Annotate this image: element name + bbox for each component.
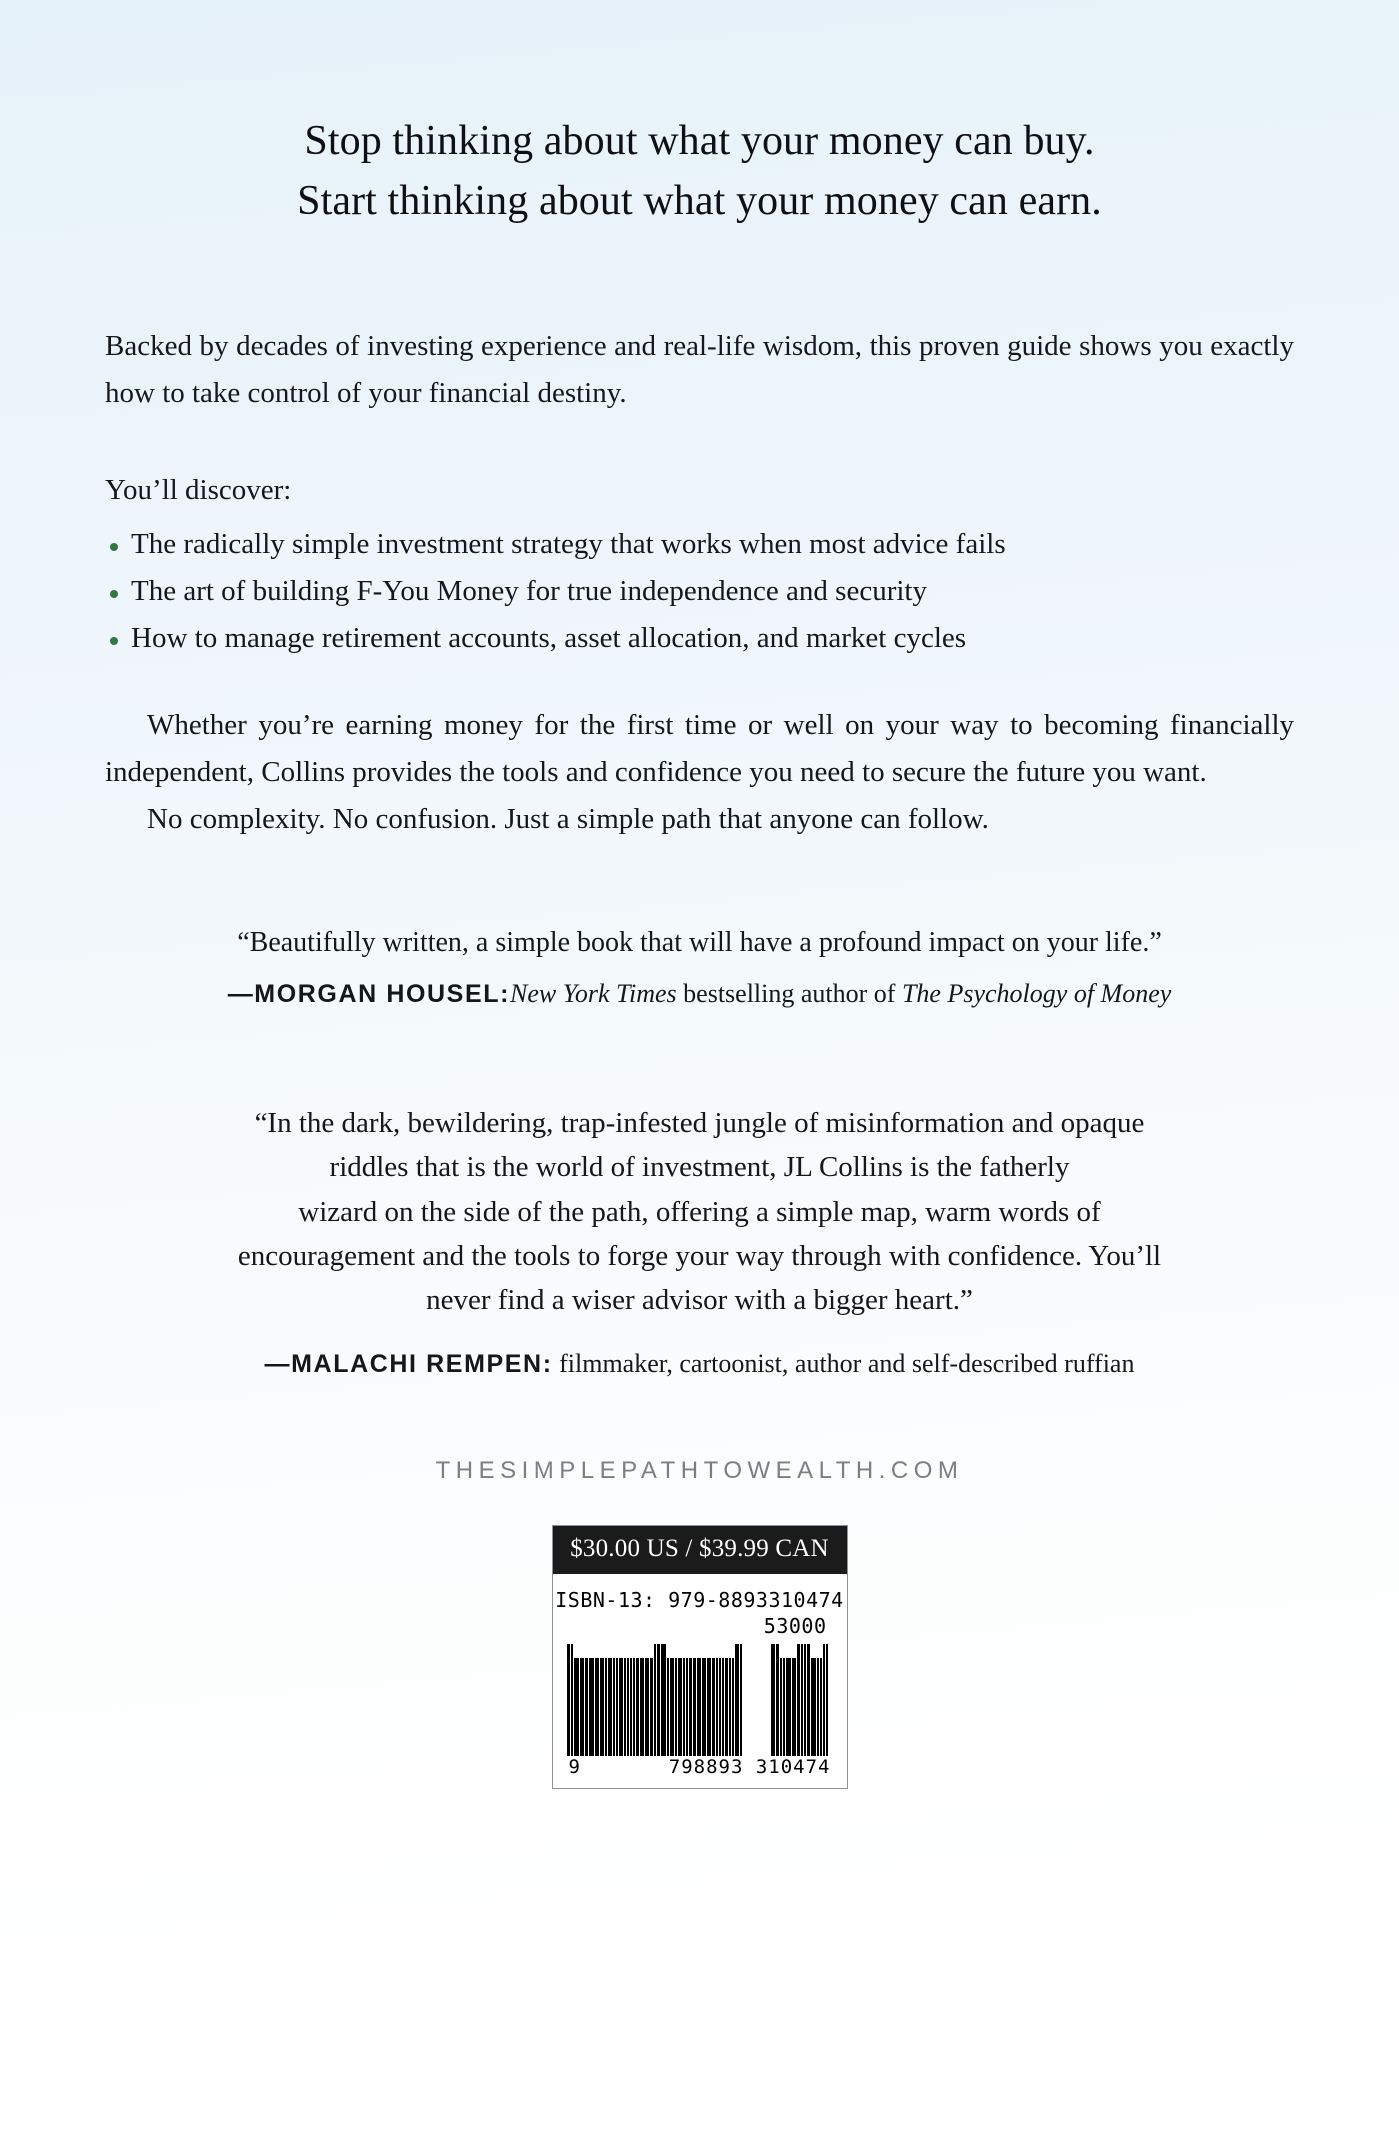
- isbn-label: ISBN-13: 979-8893310474: [555, 1588, 844, 1613]
- list-item-label: The radically simple investment strategy that works when most advice fails: [131, 527, 1006, 560]
- barcode-bar: [780, 1658, 782, 1757]
- closing-paragraph-1: Whether you’re earning money for the first time or well on your way to becoming financially independent, Collins provides the tools and confidence you need to secure the future you want.: [105, 708, 1294, 788]
- barcode-bar: [670, 1658, 674, 1757]
- barcode-bar: [675, 1658, 677, 1757]
- barcode-bar: [801, 1644, 803, 1756]
- list-item-label: How to manage retirement accounts, asset allocation, and market cycles: [131, 621, 967, 654]
- blurb-attribution: [105, 974, 1294, 1014]
- barcode-addon-bars: [771, 1644, 833, 1756]
- barcode-bar: [589, 1658, 594, 1757]
- bullet-dot-icon: [110, 637, 118, 645]
- barcode-digits: [553, 1756, 847, 1788]
- list-item: [105, 615, 1294, 662]
- blurb-quote-line: riddles that is the world of investment, JL Collins is the fatherly: [329, 1151, 1070, 1184]
- ean-right-digits: 798893 310474: [668, 1756, 831, 1779]
- list-item-label: The art of building F-You Money for true independence and security: [131, 574, 927, 607]
- barcode-bar: [771, 1644, 775, 1756]
- barcode-block: [552, 1525, 848, 1789]
- headline: [105, 0, 1294, 231]
- blurb-quote-line: wizard on the side of the path, offering a simple map, warm words of: [298, 1195, 1101, 1228]
- barcode-bar: [707, 1658, 711, 1757]
- headline-line-1: Stop thinking about what your money can buy.: [304, 118, 1095, 164]
- blurb-rempen: [105, 1101, 1294, 1383]
- ean-left-digit: 9: [568, 1756, 581, 1779]
- bullet-dot-icon: [110, 543, 118, 551]
- barcode-bar: [650, 1658, 653, 1757]
- list-item: [105, 521, 1294, 568]
- blurb-quote-line: “In the dark, bewildering, trap-infested jungle of misinformation and opaque: [254, 1107, 1145, 1140]
- headline-line-2: Start thinking about what your money can earn.: [297, 177, 1102, 224]
- attribution-name: —MALACHI REMPEN:: [264, 1349, 553, 1378]
- barcode-bar: [574, 1658, 579, 1757]
- barcode-bar: [797, 1644, 800, 1756]
- barcode-bar: [716, 1658, 718, 1757]
- barcode-bar: [580, 1658, 584, 1757]
- barcode-bar: [624, 1658, 626, 1757]
- blurb-quote-text: “Beautifully written, a simple book that will have a profound impact on your life.”: [237, 926, 1162, 958]
- barcode-addon-number: 53000: [763, 1614, 827, 1639]
- bullet-dot-icon: [110, 590, 118, 598]
- barcode-bar: [719, 1658, 721, 1757]
- website-url: THESIMPLEPATHTOWEALTH.COM: [435, 1457, 964, 1485]
- list-item: [105, 568, 1294, 615]
- barcode-bar: [820, 1658, 822, 1757]
- price-banner: $30.00 US / $39.99 CAN: [553, 1526, 847, 1574]
- barcode-bar: [585, 1658, 588, 1757]
- barcode-bar: [636, 1658, 639, 1757]
- barcode-bar: [783, 1658, 785, 1757]
- barcode-bar: [697, 1658, 701, 1757]
- barcode-bar: [804, 1644, 806, 1756]
- barcode-bar: [683, 1658, 685, 1757]
- barcode-bar: [712, 1658, 715, 1757]
- barcode-bar: [567, 1644, 570, 1756]
- barcode-bar: [740, 1644, 742, 1756]
- barcode-bar: [729, 1658, 731, 1757]
- barcode-bar: [722, 1658, 724, 1757]
- blurb-quote-line: encouragement and the tools to forge your way through with confidence. You’ll: [237, 1239, 1162, 1272]
- barcode-bar: [786, 1658, 791, 1757]
- barcode-bar: [811, 1658, 816, 1757]
- blurb-housel: [105, 921, 1294, 1014]
- discover-bullet-list: [105, 521, 1294, 662]
- barcode-bars: [553, 1638, 847, 1756]
- barcode-bar: [823, 1644, 825, 1756]
- barcode-bar: [689, 1658, 692, 1757]
- barcode-bar: [817, 1658, 819, 1757]
- blurb-quote-line: never find a wiser advisor with a bigger heart.”: [426, 1283, 973, 1316]
- barcode-bar: [605, 1658, 607, 1757]
- barcode-bar: [826, 1644, 828, 1756]
- barcode-bar: [735, 1644, 739, 1756]
- barcode-bar: [792, 1658, 796, 1757]
- barcode-bar: [776, 1644, 779, 1756]
- barcode-bar: [725, 1658, 728, 1757]
- barcode-bar: [600, 1658, 604, 1757]
- barcode-bar: [667, 1658, 669, 1757]
- closing-paragraph-2: No complexity. No confusion. Just a simple path that anyone can follow.: [147, 802, 989, 835]
- barcode-bar: [633, 1658, 635, 1757]
- barcode-bar: [571, 1644, 573, 1756]
- attribution-plain: filmmaker, cartoonist, author and self-described ruffian: [552, 1348, 1135, 1378]
- barcode-bar: [807, 1644, 810, 1756]
- barcode-main-bars: [567, 1644, 755, 1756]
- barcode-bar: [678, 1658, 682, 1757]
- barcode-bar: [693, 1658, 696, 1757]
- barcode-bar: [616, 1658, 618, 1757]
- barcode-bar: [686, 1658, 688, 1757]
- attribution-name: —MORGAN HOUSEL:: [227, 979, 511, 1008]
- discover-label: You’ll discover:: [105, 474, 292, 507]
- intro-paragraph: Backed by decades of investing experience and real-life wisdom, this proven guide shows you exactly how to take control of your financial destiny.: [105, 330, 1294, 410]
- barcode-bar: [608, 1658, 612, 1757]
- barcode-bar: [640, 1658, 644, 1757]
- barcode-bar: [657, 1644, 660, 1756]
- attribution-book-title: The Psychology of Money: [901, 978, 1172, 1008]
- blurb-attribution: [105, 1344, 1294, 1384]
- barcode-bar: [595, 1658, 599, 1757]
- barcode-bar: [627, 1658, 629, 1757]
- barcode-bar: [654, 1644, 656, 1756]
- barcode-bar: [661, 1644, 666, 1756]
- barcode-bar: [619, 1658, 623, 1757]
- barcode-bar: [613, 1658, 615, 1757]
- attribution-publication: New York Times: [510, 978, 677, 1008]
- barcode-bar: [702, 1658, 706, 1757]
- attribution-plain: bestselling author of: [676, 978, 902, 1008]
- barcode-bar: [630, 1658, 632, 1757]
- barcode-bar: [645, 1658, 649, 1757]
- barcode-bar: [732, 1658, 734, 1757]
